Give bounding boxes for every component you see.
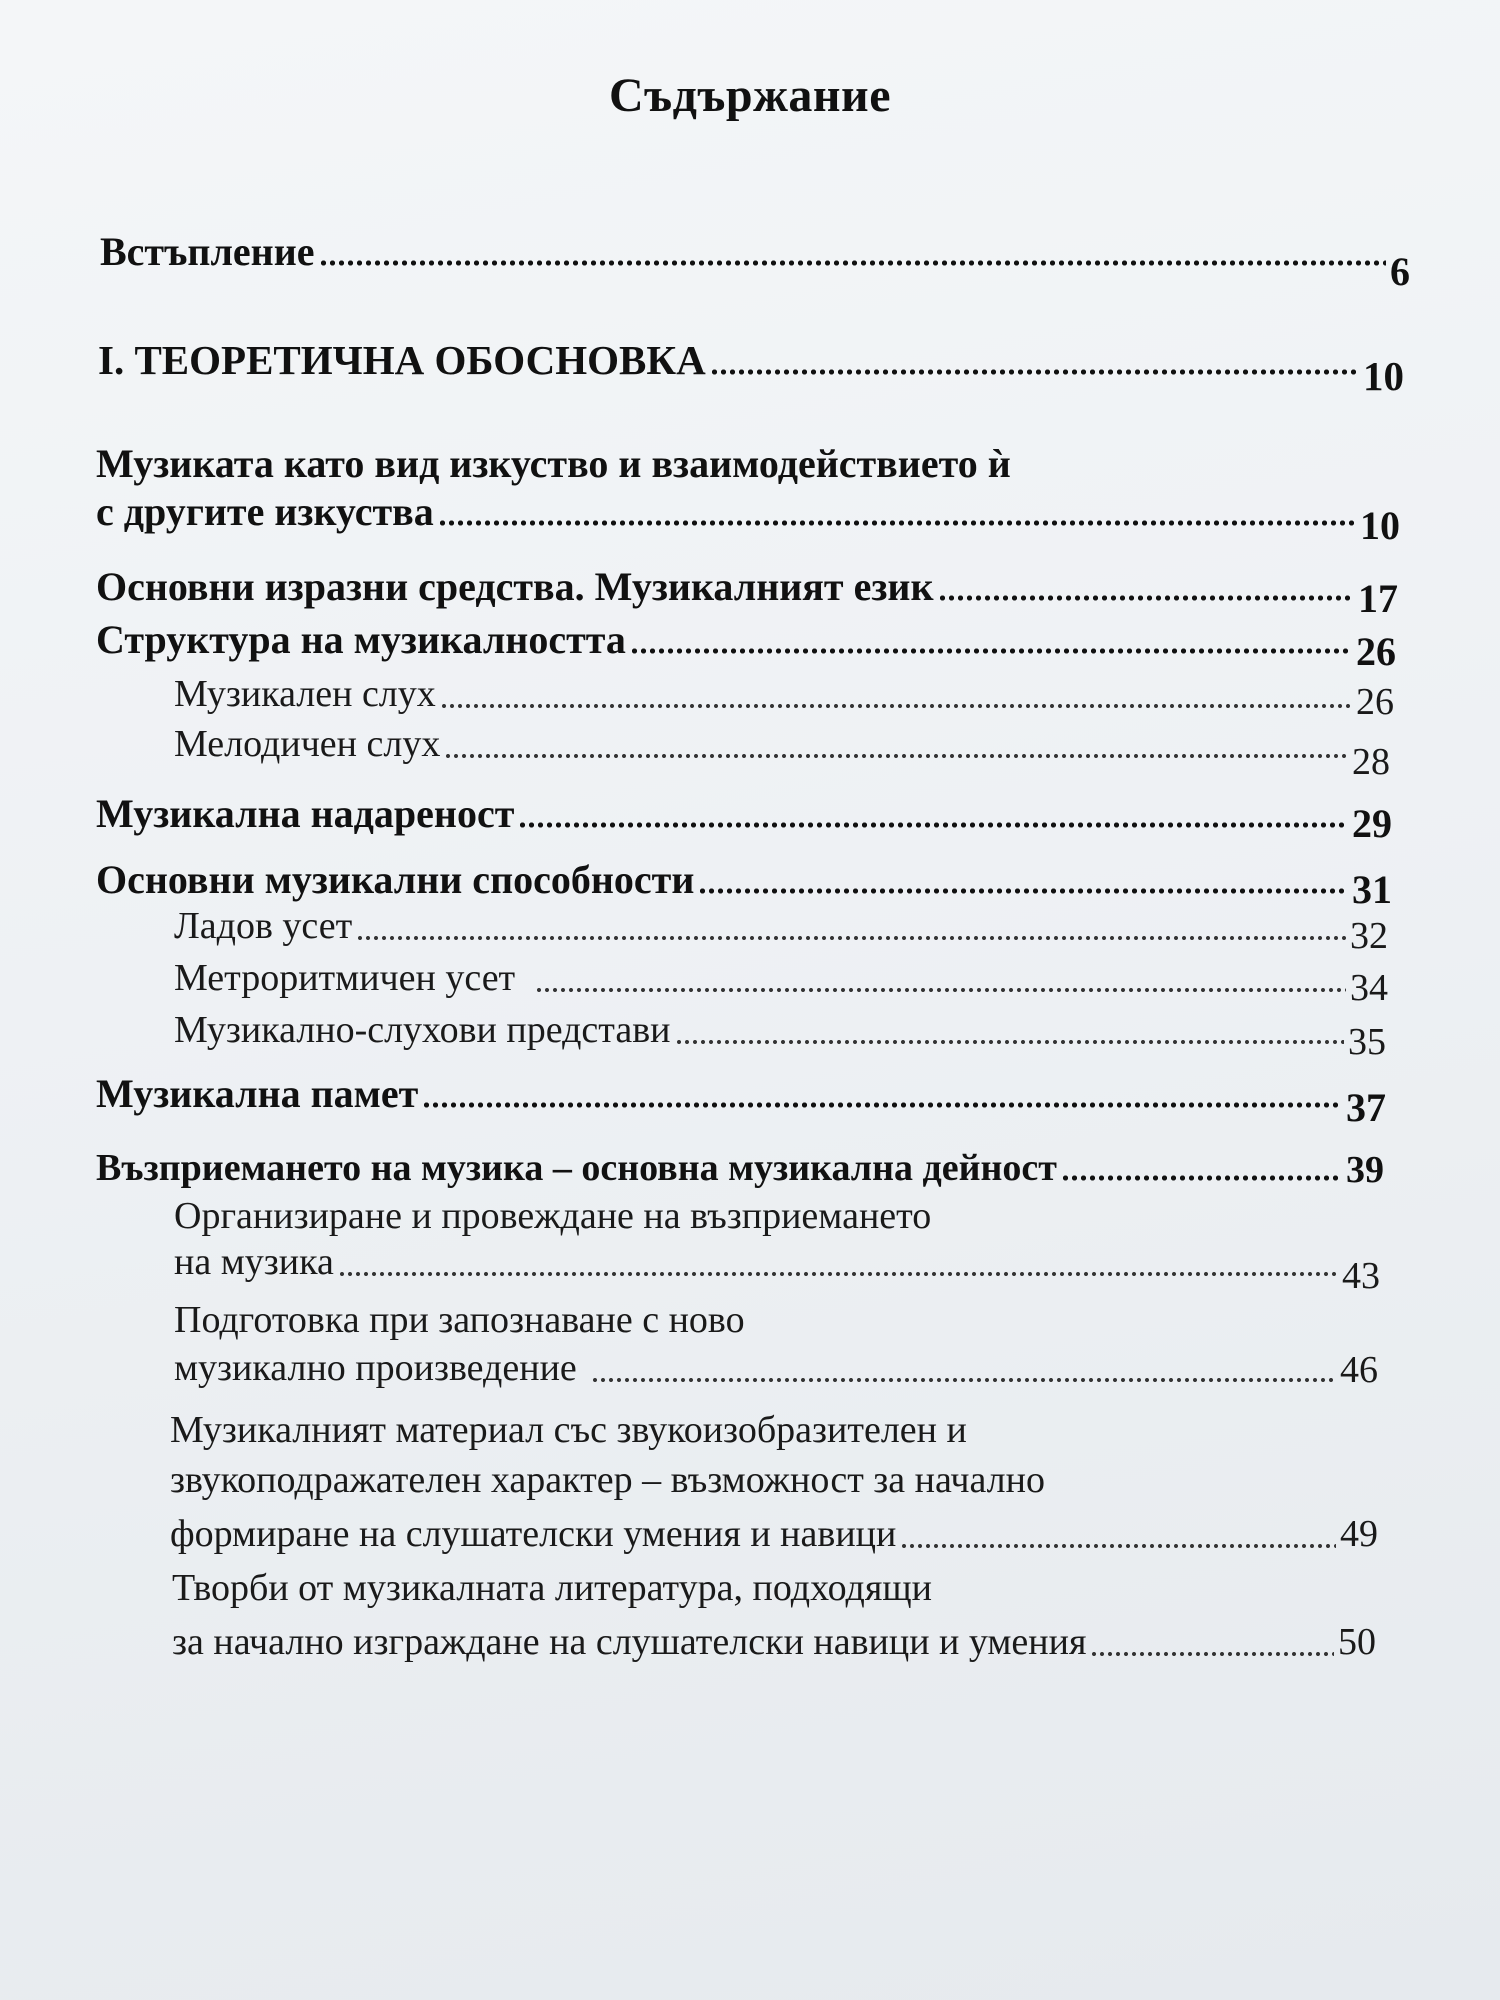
dot-leader <box>675 1040 1344 1044</box>
toc-entry <box>96 1146 1384 1190</box>
toc-page-number: 46 <box>1340 1349 1378 1391</box>
toc-entry <box>96 1070 1386 1130</box>
toc-page-number: 6 <box>1390 249 1410 294</box>
toc-entry-label-line: Подготовка при запознаване с ново <box>174 1299 745 1341</box>
toc-page-number: 28 <box>1352 741 1390 783</box>
toc-subentry <box>172 1620 1376 1664</box>
toc-entry-label: Музикална памет <box>96 1071 419 1116</box>
toc-subentry <box>174 904 1388 957</box>
toc-entry-label-line: Музиката като вид изкуство и взаимодействието ѝ <box>96 441 1011 486</box>
toc-entry-label: Основни музикални способности <box>96 857 695 902</box>
toc-entry-label-line: Организиране и провеждане на възприемането <box>174 1195 932 1237</box>
toc-subentry <box>174 956 1388 1009</box>
toc-entry-label: Основни изразни средства. Музикалният език <box>96 564 934 609</box>
toc-entry-label: на музика <box>174 1241 334 1283</box>
dot-leader <box>438 520 1356 526</box>
dot-leader <box>535 988 1346 992</box>
toc-entry <box>100 228 1410 294</box>
toc-subentry <box>174 672 1394 723</box>
toc-page-number: 29 <box>1352 801 1392 846</box>
toc-subentry <box>174 1008 1386 1063</box>
toc-page-number: 10 <box>1360 503 1400 548</box>
dot-leader <box>518 822 1348 828</box>
toc-subentry <box>174 1240 1380 1297</box>
toc-subentry <box>174 722 1390 783</box>
toc-entry <box>96 616 1396 674</box>
toc-subentry <box>174 1346 1378 1390</box>
toc-entry-label: за начално изграждане на слушателски навици и умения <box>172 1621 1087 1663</box>
toc-entry-label: Структура на музикалността <box>96 617 626 662</box>
toc-entry-label: Музикално-слухови представи <box>174 1009 671 1051</box>
toc-entry-label: Възприемането на музика – основна музикална дейност <box>96 1147 1057 1189</box>
toc-page-number: 10 <box>1363 353 1404 399</box>
toc-page-number: 43 <box>1342 1255 1380 1297</box>
toc-page-number: 26 <box>1356 681 1394 723</box>
toc-page-number: 37 <box>1346 1085 1386 1130</box>
toc-page-number: 32 <box>1350 915 1388 957</box>
dot-leader <box>444 754 1348 758</box>
dot-leader <box>338 1272 1338 1276</box>
dot-leader <box>319 260 1387 266</box>
toc-entry <box>96 488 1400 548</box>
toc-page-number: 34 <box>1350 967 1388 1009</box>
toc-entry-label-line: Музикалният материал със звукоизобразителен и <box>170 1409 967 1451</box>
dot-leader <box>356 936 1346 940</box>
toc-entry <box>96 790 1392 846</box>
toc-entry-label: Ладов усет <box>174 905 353 947</box>
toc-entry-label: Мелодичен слух <box>174 723 441 765</box>
toc-page-number: 50 <box>1338 1621 1376 1663</box>
toc-page-number: 17 <box>1358 576 1398 621</box>
toc-entry-label: Музикална надареност <box>96 791 515 836</box>
dot-leader <box>698 888 1348 894</box>
dot-leader <box>1090 1652 1334 1656</box>
toc-entry-label-line: звукоподражателен характер – възможност за начално <box>170 1459 1045 1501</box>
toc-entry-label: I. ТЕОРЕТИЧНА ОБОСНОВКА <box>98 337 706 383</box>
toc-page-number: 49 <box>1340 1513 1378 1555</box>
toc-entry-label: с другите изкуства <box>96 489 434 534</box>
dot-leader <box>591 1378 1336 1382</box>
toc-entry <box>98 336 1404 399</box>
dot-leader <box>938 595 1355 601</box>
dot-leader <box>710 369 1359 375</box>
toc-entry-label: музикално произведение <box>174 1347 577 1389</box>
toc-page-number: 31 <box>1352 867 1392 912</box>
toc-entry-label: Встъпление <box>100 229 315 274</box>
toc-page-number: 39 <box>1346 1149 1384 1191</box>
toc-entry-label-line: Творби от музикалната литература, подходящи <box>172 1567 932 1609</box>
dot-leader <box>1061 1175 1342 1181</box>
toc-entry-label: Музикален слух <box>174 673 436 715</box>
dot-leader <box>422 1102 1342 1108</box>
dot-leader <box>900 1544 1336 1548</box>
page-title: Съдържание <box>608 69 892 122</box>
toc-page-number: 35 <box>1348 1021 1386 1063</box>
toc-entry <box>96 856 1392 912</box>
toc-entry <box>96 563 1398 621</box>
dot-leader <box>630 648 1352 654</box>
dot-leader <box>440 704 1352 708</box>
toc-entry-label: формиране на слушателски умения и навици <box>170 1513 897 1555</box>
toc-entry-label: Метроритмичен усет <box>174 957 516 999</box>
toc-page-number: 26 <box>1356 629 1396 674</box>
toc-subentry <box>170 1512 1378 1556</box>
